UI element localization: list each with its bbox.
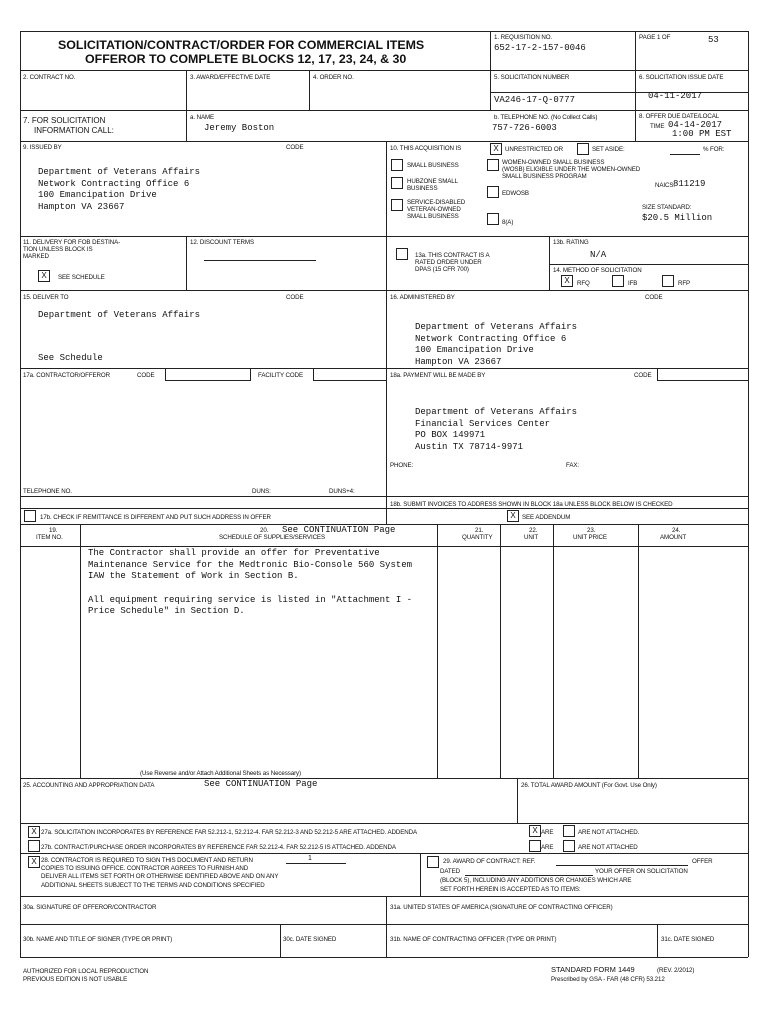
27a-not-checkbox[interactable] [563, 825, 575, 837]
rule [20, 236, 748, 237]
rule [386, 896, 387, 957]
rule [20, 508, 748, 509]
solicitation-no-label: 5. SOLICITATION NUMBER [494, 74, 570, 81]
sig-30a-label: 30a. SIGNATURE OF OFFEROR/CONTRACTOR [23, 904, 157, 911]
rule [20, 778, 748, 779]
rule [549, 236, 550, 290]
sdvosb-label: SERVICE-DISABLED VETERAN-OWNED SMALL BUSINESS [407, 199, 466, 221]
form-border-left [20, 31, 21, 957]
27b-not-label: ARE NOT ATTACHED [578, 844, 638, 851]
rule [490, 92, 748, 93]
discount-terms-line [204, 260, 316, 261]
rule [517, 778, 518, 823]
rule [186, 70, 187, 141]
requisition-value[interactable]: 652-17-2-157-0046 [494, 43, 586, 53]
see-schedule-label: SEE SCHEDULE [58, 274, 105, 281]
hubzone-label: HUBZONE SMALL BUSINESS [407, 178, 458, 193]
administered-by-label: 16. ADMINISTERED BY [390, 294, 455, 301]
requisition-label: 1. REQUISITION NO. [494, 34, 553, 41]
fob-label: 11. DELIVERY FOR FOB DESTINA- TION UNLESS BLOCK IS MARKED [23, 239, 121, 261]
col22-label: UNIT [524, 534, 539, 541]
eight-a-checkbox[interactable] [487, 213, 499, 225]
phone-label: PHONE: [390, 462, 414, 469]
rule [635, 31, 636, 141]
rule [280, 924, 281, 957]
28-text: 28. CONTRACTOR IS REQUIRED TO SIGN THIS DOCUMENT AND RETURN COPIES TO ISSUING OFFICE. CONTRACTOR AGREES TO FURNISH AND DELIVER ALL ITEMS SET FORTH OR OTHERWISE IDENTIFIED ABOVE AND ON ANY ADDITIONAL SHEETS SUBJECT TO THE TERMS AND CONDITIONS SPECIFIED [41, 857, 279, 889]
telephone-label: b. TELEPHONE NO. (No Collect Calls) [494, 114, 598, 121]
issued-by-address: Department of Veterans Affairs Network Contracting Office 6 100 Emancipation Drive Hampton VA 23667 [38, 167, 201, 213]
29-your-offer: YOUR OFFER ON SOLICITATION [595, 868, 688, 875]
deliver-to-line1: Department of Veterans Affairs [38, 310, 201, 320]
payment-code-box[interactable] [657, 368, 748, 381]
time-label: TIME [650, 123, 665, 130]
rule [420, 853, 421, 896]
order-no-label: 4. ORDER NO. [313, 74, 354, 81]
acquisition-label: 10. THIS ACQUISITION IS [390, 145, 462, 152]
27b-label: 27b. CONTRACT/PURCHASE ORDER INCORPORATES BY REFERENCE FAR 52.212-4. FAR 52.212-5 IS ATTACHED. ADDENDA [41, 844, 396, 851]
copies-line [286, 863, 346, 864]
naics-value: 811219 [673, 179, 706, 189]
29-line3: (BLOCK 5), INCLUDING ANY ADDITIONS OR CHANGES WHICH ARE [440, 877, 632, 884]
offer-due-label: 8. OFFER DUE DATE/LOCAL [639, 113, 720, 120]
29-offer: OFFER [692, 858, 713, 865]
for-solicitation-label: 7. FOR SOLICITATION [23, 116, 106, 125]
offer-due-time[interactable]: 1:00 PM EST [672, 129, 732, 139]
remittance-label: 17b. CHECK IF REMITTANCE IS DIFFERENT AND PUT SUCH ADDRESS IN OFFER [40, 514, 271, 521]
footer-rev: (REV. 2/2012) [657, 967, 695, 974]
schedule-description: The Contractor shall provide an offer for Preventative Maintenance Service for the Medtronic Bio-Console 560 System IAW the Statement of Work in Section B. All equipment requiring service is listed in "Attachment I - Price Schedule" in Section D. [88, 548, 413, 617]
ifb-label: IFB [628, 280, 638, 287]
col20-note: See CONTINUATION Page [282, 525, 396, 535]
award-date-label: 3. AWARD/EFFECTIVE DATE [190, 74, 271, 81]
size-standard-label: SIZE STANDARD: [642, 204, 692, 211]
27b-checkbox[interactable] [28, 840, 40, 852]
rule [638, 524, 639, 778]
offer-due-date[interactable]: 04-14-2017 [668, 120, 723, 130]
rule [20, 70, 748, 71]
29-ref-line [556, 865, 688, 866]
contractor-code-label: CODE [137, 372, 155, 379]
27a-checkbox[interactable]: X [28, 826, 40, 838]
telephone-no-label: TELEPHONE NO. [23, 488, 72, 495]
rule [309, 70, 310, 110]
29-dated-line [465, 875, 593, 876]
unrestricted-checkbox[interactable]: X [490, 143, 502, 155]
see-addendum-checkbox[interactable]: X [507, 510, 519, 522]
see-addendum-label: SEE ADDENDUM [522, 514, 571, 521]
solicitation-no-value[interactable]: VA246-17-Q-0777 [494, 95, 576, 105]
col23-label: UNIT PRICE [573, 534, 607, 541]
29-checkbox[interactable] [427, 856, 439, 868]
col22-num: 22. [529, 527, 538, 534]
sig-31a-label: 31a. UNITED STATES OF AMERICA (SIGNATURE OF CONTRACTING OFFICER) [390, 904, 613, 911]
28-checkbox[interactable]: X [28, 856, 40, 868]
27a-are-checkbox[interactable]: X [529, 825, 541, 837]
col23-num: 23. [587, 527, 596, 534]
duns-label: DUNS: [252, 488, 271, 495]
issued-by-label: 9. ISSUED BY [23, 144, 62, 151]
rule [386, 496, 748, 497]
remittance-checkbox[interactable] [24, 510, 36, 522]
rule [490, 31, 491, 110]
sig-30b-label: 30b. NAME AND TITLE OF SIGNER (TYPE OR PRINT) [23, 936, 173, 943]
size-standard-value: $20.5 Million [642, 213, 713, 223]
administered-by-address: Department of Veterans Affairs Network Contracting Office 6 100 Emancipation Drive Hampton VA 23667 [415, 322, 578, 368]
set-aside-checkbox[interactable] [577, 143, 589, 155]
issued-by-code-label: CODE [286, 144, 304, 151]
page-label: PAGE 1 OF [639, 34, 671, 41]
27b-are-checkbox[interactable] [529, 840, 541, 852]
rule [549, 264, 748, 265]
footer-form: STANDARD FORM 1449 [551, 965, 635, 974]
rfp-checkbox[interactable] [662, 275, 674, 287]
rule [386, 141, 387, 524]
rfp-label: RFP [678, 280, 691, 287]
ifb-checkbox[interactable] [612, 275, 624, 287]
deliver-to-code-label: CODE [286, 294, 304, 301]
contact-name[interactable]: Jeremy Boston [204, 123, 275, 133]
edwosb-label: EDWOSB [502, 190, 529, 197]
col21-num: 21. [475, 527, 484, 534]
rule [20, 110, 748, 111]
deliver-to-line2: See Schedule [38, 353, 103, 363]
rule [20, 823, 748, 824]
facility-code-label: FACILITY CODE [258, 372, 304, 379]
col20-label: SCHEDULE OF SUPPLIES/SERVICES [219, 534, 325, 541]
form-border-top [20, 31, 748, 32]
29-dated: DATED [440, 868, 461, 875]
rule [186, 236, 187, 290]
rated-order-label: 13a. THIS CONTRACT IS A RATED ORDER UNDER DPAS (15 CFR 700) [415, 252, 490, 274]
sdvosb-checkbox[interactable] [391, 199, 403, 211]
wosb-checkbox[interactable] [487, 159, 499, 171]
edwosb-checkbox[interactable] [487, 186, 499, 198]
col24-num: 24. [672, 527, 681, 534]
accounting-label: 25. ACCOUNTING AND APPROPRIATION DATA [23, 782, 155, 789]
facility-code-box[interactable] [313, 368, 386, 381]
col19-num: 19. [49, 527, 58, 534]
27a-label: 27a. SOLICITATION INCORPORATES BY REFERENCE FAR 52.212-1, 52.212-4. FAR 52.212-3 AND 52.212-5 ARE ATTACHED. ADDENDA [41, 829, 418, 836]
schedule-footer-note: (Use Reverse and/or Attach Additional Sheets as Necessary) [140, 770, 302, 777]
sig-30c-label: 30c. DATE SIGNED [283, 936, 337, 943]
rule [20, 290, 748, 291]
rule [553, 524, 554, 778]
27b-are-label: ARE [541, 844, 554, 851]
hubzone-checkbox[interactable] [391, 177, 403, 189]
payment-address: Department of Veterans Affairs Financial Services Center PO BOX 149971 Austin TX 78714-9971 [415, 407, 578, 453]
rating-label: 13b. RATING [553, 239, 589, 246]
rule [657, 924, 658, 957]
duns4-label: DUNS+4: [329, 488, 355, 495]
27a-not-label: ARE NOT ATTACHED. [578, 829, 640, 836]
pct-for-label: % FOR: [703, 146, 725, 153]
form-title: SOLICITATION/CONTRACT/ORDER FOR COMMERCIAL ITEMS [58, 38, 425, 52]
discount-terms-label: 12. DISCOUNT TERMS [190, 239, 254, 246]
29-line1: 29. AWARD OF CONTRACT: REF. [443, 858, 536, 865]
form-border-bottom [20, 957, 748, 958]
rated-order-checkbox[interactable] [396, 248, 408, 260]
col20-num: 20. [260, 527, 269, 534]
rating-value: N/A [590, 250, 607, 260]
27b-not-checkbox[interactable] [563, 840, 575, 852]
rule [20, 853, 748, 854]
29-line4: SET FORTH HEREIN IS ACCEPTED AS TO ITEMS: [440, 886, 581, 893]
see-schedule-checkbox[interactable]: X [38, 270, 50, 282]
name-label: a. NAME [190, 114, 215, 121]
rule [500, 524, 501, 778]
issue-date-value[interactable]: 04-11-2017 [648, 91, 703, 101]
contractor-label: 17a. CONTRACTOR/OFFEROR [23, 372, 110, 379]
rule [20, 924, 748, 925]
issue-date-label: 6. SOLICITATION ISSUE DATE [639, 74, 724, 81]
telephone-value[interactable]: 757-726-6003 [492, 123, 557, 133]
payment-label: 18a. PAYMENT WILL BE MADE BY [390, 372, 486, 379]
col21-label: QUANTITY [462, 534, 493, 541]
footer-auth: AUTHORIZED FOR LOCAL REPRODUCTION [23, 968, 149, 975]
naics-label: NAICS: [655, 182, 676, 189]
submit-invoices-label: 18b. SUBMIT INVOICES TO ADDRESS SHOWN IN BLOCK 18a UNLESS BLOCK BELOW IS CHECKED [390, 501, 673, 508]
rfq-checkbox[interactable]: X [561, 275, 573, 287]
method-label: 14. METHOD OF SOLICITATION [553, 267, 642, 274]
footer-prescribed: Prescribed by GSA - FAR (48 CFR) 53.212 [551, 976, 665, 983]
set-aside-pct-line [670, 154, 700, 155]
form-border-right [748, 31, 749, 957]
accounting-value: See CONTINUATION Page [204, 779, 318, 789]
rule [20, 896, 748, 897]
copies-value[interactable]: 1 [308, 855, 312, 862]
payment-code-label: CODE [634, 372, 652, 379]
eight-a-label: 8(A) [502, 219, 514, 226]
rule [20, 141, 748, 142]
footer-prev: PREVIOUS EDITION IS NOT USABLE [23, 976, 128, 983]
info-call-label: INFORMATION CALL: [34, 126, 114, 135]
deliver-to-label: 15. DELIVER TO [23, 294, 69, 301]
rfq-label: RFQ [577, 280, 590, 287]
set-aside-label: SET ASIDE: [592, 146, 625, 153]
27a-are-label: ARE [541, 829, 554, 836]
col24-label: AMOUNT [660, 534, 687, 541]
col19-label: ITEM NO. [36, 534, 63, 541]
unrestricted-label: UNRESTRICTED OR [505, 146, 563, 153]
administered-by-code-label: CODE [645, 294, 663, 301]
rule [20, 496, 386, 497]
sig-31c-label: 31c. DATE SIGNED [661, 936, 715, 943]
wosb-label: WOMEN-OWNED SMALL BUSINESS (WOSB) ELIGIBLE UNDER THE WOMEN-OWNED SMALL BUSINESS PROGRAM [502, 159, 641, 181]
total-award-label: 26. TOTAL AWARD AMOUNT (For Govt. Use Only) [521, 782, 657, 789]
fax-label: FAX: [566, 462, 580, 469]
page-total: 53 [708, 35, 719, 45]
small-business-label: SMALL BUSINESS [407, 162, 459, 169]
sig-31b-label: 31b. NAME OF CONTRACTING OFFICER (TYPE OR PRINT) [390, 936, 557, 943]
contractor-code-box[interactable] [165, 368, 251, 381]
small-business-checkbox[interactable] [391, 159, 403, 171]
contract-no-label: 2. CONTRACT NO. [23, 74, 76, 81]
rule [437, 524, 438, 778]
form-subtitle: OFFEROR TO COMPLETE BLOCKS 12, 17, 23, 24, & 30 [85, 52, 407, 66]
rule [80, 524, 81, 778]
